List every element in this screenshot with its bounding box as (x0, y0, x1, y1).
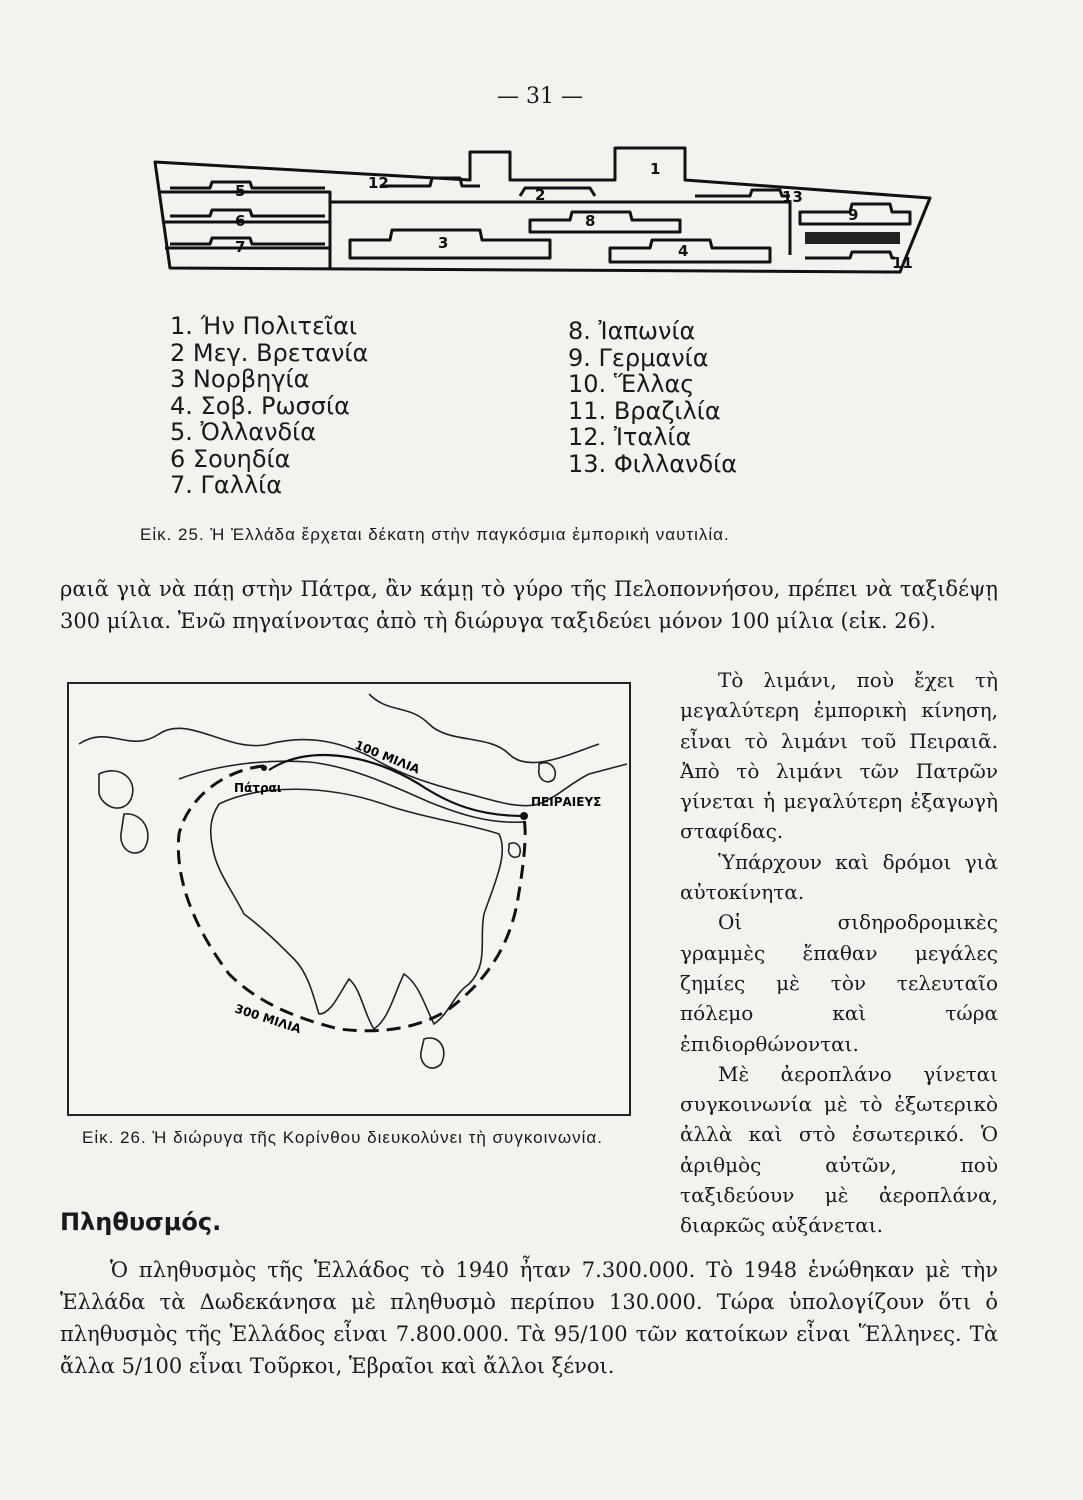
peloponnese-map (69, 684, 629, 1114)
ship-bar-4 (610, 240, 770, 262)
ship-bar-5 (170, 182, 325, 188)
side-paragraph: Ὑπάρχουν καὶ δρόμοι γιὰ αὐτοκίνητα. (680, 849, 998, 905)
legend-item: 7. Γαλλία (170, 471, 283, 499)
ship-bar-2 (520, 188, 595, 196)
ship-number: 3 (438, 234, 449, 252)
island (539, 763, 556, 782)
ship-number: 7 (235, 238, 246, 256)
legend-item: 13. Φιλλανδία (568, 449, 738, 478)
island (99, 771, 133, 808)
paragraph-text: ραιᾶ γιὰ νὰ πάῃ στὴν Πάτρα, ἂν κάμῃ τὸ γύρο τῆς Πελοποννήσου, πρέπει νὰ ταξιδέψῃ 300 μίλια. Ἐνῶ πηγαίνοντας ἀπὸ τὴ διώρυγα ταξιδεύει μόνον 100 μίλια (εἰκ. 26). (60, 577, 998, 633)
ship-bar-3 (350, 230, 550, 258)
legend-item: 1. Ήν Πολιτεῖαι (170, 312, 358, 340)
island (421, 1038, 444, 1068)
ship-bar-13 (695, 190, 790, 196)
ship-number: 1 (650, 160, 661, 178)
miles-300-label: 300 ΜΙΛΙΑ (233, 1001, 303, 1037)
ship-bar-11 (805, 252, 895, 258)
ship-bar-10 (805, 232, 900, 244)
gulf-coast (179, 761, 524, 822)
ship-number: 4 (678, 242, 689, 260)
legend-item: 5. Ὀλλανδία (170, 418, 317, 446)
legend-left (170, 313, 368, 499)
ship-hull (155, 148, 930, 272)
legend-item: 2 Μεγ. Βρετανία (170, 338, 369, 367)
paragraph-text: Ὁ πληθυσμὸς τῆς Ἑλλάδος τὸ 1940 ἦταν 7.300.000. Τὸ 1948 ἑνώθηκαν μὲ τὴν Ἑλλάδα τὰ Δωδεκάνησα μὲ πληθυσμὸ περίπου 130.000. Τώρα ὑπολογίζουν ὅτι ὁ πληθυσμὸς τῆς Ἑλλάδος εἶναι 7.800.000. Τὰ 95/100 τῶν κατοίκων εἶναι Ἕλληνες. Τὰ ἄλλα 5/100 εἶναι Τοῦρκοι, Ἑβραῖοι καὶ ἄλλοι ξένοι. (60, 1258, 998, 1378)
intro-paragraph (60, 573, 998, 637)
ship-bar-6 (170, 210, 325, 216)
legend-item: 8. Ἰαπωνία (568, 317, 696, 345)
island (121, 814, 148, 853)
piraeus-marker (520, 812, 528, 820)
side-paragraph: Μὲ ἀεροπλάνο γίνεται συγκοινωνία μὲ τὸ ἐξωτερικὸ ἀλλὰ καὶ στὸ ἐσωτερικό. Ὁ ἀριθμὸς αὐτῶν, ποὺ ταξιδεύουν μὲ ἀεροπλάνα, διαρκῶς αὐξάνεται. (680, 1061, 998, 1238)
figure-26-map (67, 682, 631, 1116)
side-paragraph: Τὸ λιμάνι, ποὺ ἔχει τὴ μεγαλύτερη ἐμπορικὴ κίνηση, εἶναι τὸ λιμάνι τοῦ Πειραιᾶ. Ἀπὸ τὸ λιμάνι τῶν Πατρῶν γίνεται ἡ μεγαλύτερη ἐξαγωγὴ σταφίδας. (680, 668, 998, 844)
legend-item: 9. Γερμανία (568, 343, 709, 372)
patras-label: Πάτραι (234, 781, 282, 795)
ship-number: 8 (585, 212, 596, 230)
ship-number: 5 (235, 182, 246, 200)
ship-number: 2 (535, 186, 546, 204)
fleet-ship-diagram (150, 140, 940, 280)
legend-right (568, 318, 737, 477)
ship-number: 11 (892, 254, 913, 272)
patras-marker (261, 765, 267, 771)
side-paragraph: Οἱ σιδηροδρομικὲς γραμμὲς ἔπαθαν μεγάλες ζημίες μὲ τὸν τελευταῖο πόλεμο καὶ τώρα ἐπιδιορθώνονται. (680, 910, 998, 1056)
ship-number: 9 (848, 206, 859, 224)
long-route (178, 766, 525, 1031)
ship-bar-7 (170, 238, 325, 244)
piraeus-label: ΠΕΙΡΑΙΕΥΣ (531, 795, 602, 809)
population-paragraph (60, 1254, 998, 1382)
legend-item: 6 Σουηδία (170, 444, 291, 473)
ship-number: 6 (235, 212, 246, 230)
legend-item: 11. Βραζιλία (568, 396, 721, 425)
legend-item: 3 Νορβηγία (170, 365, 310, 393)
ship-number: 12 (368, 174, 389, 192)
ship-bar-8 (530, 212, 680, 232)
miles-100-label: 100 ΜΙΛΙΑ (352, 737, 422, 777)
ship-number: 13 (782, 188, 803, 206)
island (509, 843, 521, 857)
figure-25-caption: Εἰκ. 25. Ἡ Ἑλλάδα ἔρχεται δέκατη στὴν παγκόσμια ἐμπορικὴ ναυτιλία. (140, 525, 730, 544)
figure-26-caption: Εἰκ. 26. Ἡ διώρυγα τῆς Κορίνθου διευκολύνει τὴ συγκοινωνία. (82, 1128, 603, 1147)
section-heading: Πληθυσμός. (60, 1208, 222, 1236)
legend-item: 12. Ἰταλία (568, 423, 692, 451)
legend-item: 10. Ἕλλας (568, 370, 695, 398)
side-column-text (680, 665, 998, 1241)
mainland-coast (369, 694, 599, 763)
page-number: — 31 — (497, 84, 583, 109)
legend-item: 4. Σοβ. Ρωσσία (170, 391, 350, 420)
